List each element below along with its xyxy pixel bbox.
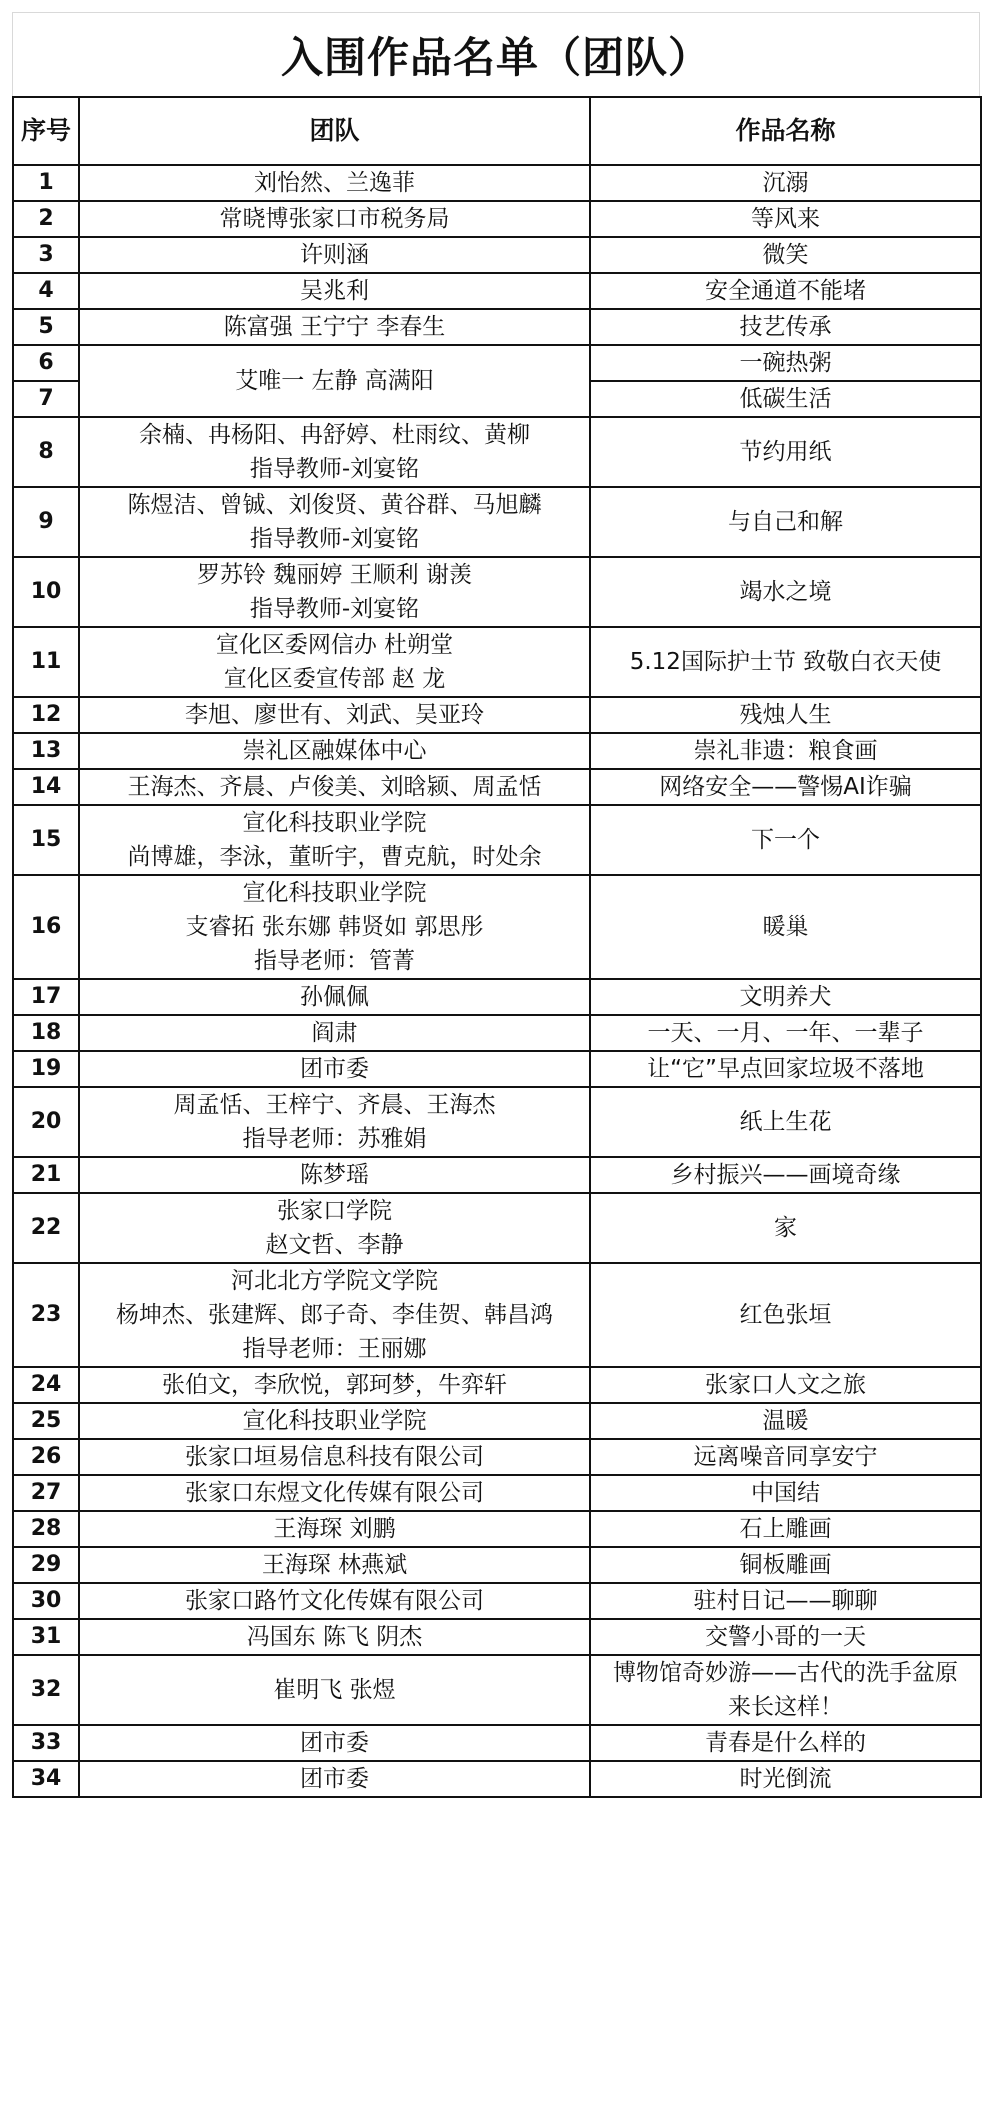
team-cell xyxy=(79,1015,590,1051)
team-cell xyxy=(79,1655,590,1725)
team-member-line: 常晓博张家口市税务局 xyxy=(219,206,450,232)
team-member-line: 艾唯一 左静 高满阳 xyxy=(235,368,434,394)
table-row xyxy=(13,805,981,875)
team-member-line: 陈煜洁、曾铖、刘俊贤、黄谷群、马旭麟 xyxy=(127,492,542,518)
team-member-line: 余楠、冉杨阳、冉舒婷、杜雨纹、黄柳 xyxy=(139,422,530,448)
row-number: 10 xyxy=(13,557,79,627)
work-name: 网络安全——警惕AI诈骗 xyxy=(659,774,912,800)
row-number: 31 xyxy=(13,1619,79,1655)
team-cell xyxy=(79,1367,590,1403)
work-name: 纸上生花 xyxy=(739,1109,832,1135)
team-member-line: 杨坤杰、张建辉、郎子奇、李佳贺、韩昌鸿 xyxy=(116,1302,553,1328)
table-row xyxy=(13,309,981,345)
work-name-cell xyxy=(590,875,981,979)
work-name: 一天、一月、一年、一辈子 xyxy=(647,1020,924,1046)
table-row xyxy=(13,875,981,979)
team-member-line: 阎肃 xyxy=(311,1020,358,1046)
work-name-cell xyxy=(590,557,981,627)
work-name: 文明养犬 xyxy=(739,984,832,1010)
work-name: 让“它”早点回家垃圾不落地 xyxy=(647,1056,924,1082)
work-name: 低碳生活 xyxy=(739,386,832,412)
work-name: 残烛人生 xyxy=(739,702,832,728)
table-row xyxy=(13,1583,981,1619)
team-cell xyxy=(79,1439,590,1475)
work-name: 与自己和解 xyxy=(728,509,843,535)
work-name: 张家口人文之旅 xyxy=(705,1372,866,1398)
team-cell xyxy=(79,1511,590,1547)
work-name-cell xyxy=(590,1015,981,1051)
team-cell xyxy=(79,697,590,733)
team-cell xyxy=(79,769,590,805)
team-cell xyxy=(79,979,590,1015)
team-member-line: 孙佩佩 xyxy=(300,984,369,1010)
work-name-cell xyxy=(590,487,981,557)
work-name-cell xyxy=(590,201,981,237)
team-member-line: 指导教师-刘宴铭 xyxy=(249,526,420,552)
table-row xyxy=(13,1403,981,1439)
table-row xyxy=(13,1087,981,1157)
team-member-line: 冯国东 陈飞 阴杰 xyxy=(246,1624,423,1650)
table-row xyxy=(13,1655,981,1725)
team-member-line: 指导教师-刘宴铭 xyxy=(249,596,420,622)
row-number: 23 xyxy=(13,1263,79,1367)
work-name-cell xyxy=(590,1403,981,1439)
row-number: 27 xyxy=(13,1475,79,1511)
table-row xyxy=(13,1619,981,1655)
team-cell xyxy=(79,309,590,345)
work-name-cell xyxy=(590,1655,981,1725)
team-member-line: 团市委 xyxy=(300,1730,369,1756)
team-cell xyxy=(79,805,590,875)
table-row xyxy=(13,979,981,1015)
row-number: 22 xyxy=(13,1193,79,1263)
work-name: 竭水之境 xyxy=(739,579,832,605)
team-member-line: 指导老师：管菁 xyxy=(254,948,415,974)
work-name: 沉溺 xyxy=(762,170,809,196)
team-member-line: 张家口学院 xyxy=(277,1198,392,1224)
team-cell xyxy=(79,1051,590,1087)
work-name: 5.12国际护士节 致敬白衣天使 xyxy=(629,649,942,675)
team-member-line: 许则涵 xyxy=(300,242,369,268)
work-name-cell xyxy=(590,1051,981,1087)
table-header-row xyxy=(13,97,981,165)
row-number: 18 xyxy=(13,1015,79,1051)
row-number: 15 xyxy=(13,805,79,875)
team-member-line: 张家口垣易信息科技有限公司 xyxy=(185,1444,484,1470)
team-cell xyxy=(79,1475,590,1511)
team-member-line: 宣化科技职业学院 xyxy=(242,810,427,836)
work-name-cell xyxy=(590,697,981,733)
row-number: 28 xyxy=(13,1511,79,1547)
work-name-cell xyxy=(590,345,981,381)
work-name-cell xyxy=(590,165,981,201)
work-name: 技艺传承 xyxy=(739,314,832,340)
work-name: 博物馆奇妙游——古代的洗手盆原 xyxy=(613,1660,958,1686)
team-member-line: 张家口路竹文化传媒有限公司 xyxy=(185,1588,484,1614)
work-name: 红色张垣 xyxy=(739,1302,832,1328)
table-row xyxy=(13,627,981,697)
work-name-cell xyxy=(590,627,981,697)
work-name-cell xyxy=(590,1367,981,1403)
work-name: 下一个 xyxy=(751,827,820,853)
work-name-cell xyxy=(590,1263,981,1367)
team-member-line: 王海琛 刘鹏 xyxy=(273,1516,396,1542)
team-member-line: 团市委 xyxy=(300,1056,369,1082)
team-member-line: 支睿拓 张东娜 韩贤如 郭思彤 xyxy=(185,914,484,940)
team-cell xyxy=(79,1087,590,1157)
team-cell xyxy=(79,1583,590,1619)
team-member-line: 宣化区委宣传部 赵 龙 xyxy=(223,666,446,692)
team-cell xyxy=(79,1263,590,1367)
table-row xyxy=(13,1015,981,1051)
work-name: 微笑 xyxy=(762,242,809,268)
work-name-cell xyxy=(590,1511,981,1547)
team-member-line: 崔明飞 张煜 xyxy=(273,1677,396,1703)
work-name: 崇礼非遗：粮食画 xyxy=(693,738,878,764)
team-member-line: 指导老师：王丽娜 xyxy=(242,1336,427,1362)
row-number: 20 xyxy=(13,1087,79,1157)
row-number: 21 xyxy=(13,1157,79,1193)
team-cell xyxy=(79,1547,590,1583)
work-name: 青春是什么样的 xyxy=(705,1730,866,1756)
team-member-line: 陈富强 王宁宁 李春生 xyxy=(223,314,446,340)
row-number: 9 xyxy=(13,487,79,557)
work-name-cell xyxy=(590,381,981,417)
work-name: 来长这样！ xyxy=(728,1694,843,1720)
table-row xyxy=(13,273,981,309)
team-member-line: 指导老师：苏雅娟 xyxy=(242,1126,427,1152)
table-row xyxy=(13,557,981,627)
team-cell xyxy=(79,1157,590,1193)
team-cell xyxy=(79,627,590,697)
team-member-line: 宣化科技职业学院 xyxy=(242,880,427,906)
team-member-line: 崇礼区融媒体中心 xyxy=(242,738,427,764)
row-number: 3 xyxy=(13,237,79,273)
table-row xyxy=(13,1193,981,1263)
table-row xyxy=(13,769,981,805)
team-member-line: 宣化区委网信办 杜朔堂 xyxy=(215,632,454,658)
row-number: 2 xyxy=(13,201,79,237)
team-member-line: 张伯文，李欣悦，郭珂梦，牛弈轩 xyxy=(162,1372,507,1398)
work-name-cell xyxy=(590,1619,981,1655)
row-number: 7 xyxy=(13,381,79,417)
row-number: 1 xyxy=(13,165,79,201)
table-row xyxy=(13,1367,981,1403)
table-row xyxy=(13,1511,981,1547)
work-name-cell xyxy=(590,979,981,1015)
team-cell xyxy=(79,237,590,273)
table-row xyxy=(13,237,981,273)
row-number: 8 xyxy=(13,417,79,487)
work-name-cell xyxy=(590,273,981,309)
work-name: 安全通道不能堵 xyxy=(705,278,866,304)
work-name: 驻村日记——聊聊 xyxy=(693,1588,878,1614)
row-number: 4 xyxy=(13,273,79,309)
table-row xyxy=(13,1475,981,1511)
work-name: 家 xyxy=(774,1215,797,1241)
team-member-line: 罗苏铃 魏丽婷 王顺利 谢羡 xyxy=(197,562,472,588)
team-cell xyxy=(79,1725,590,1761)
table-row xyxy=(13,1439,981,1475)
row-number: 14 xyxy=(13,769,79,805)
work-name: 暖巢 xyxy=(762,914,809,940)
team-member-line: 周孟恬、王梓宁、齐晨、王海杰 xyxy=(173,1092,496,1118)
work-name: 等风来 xyxy=(751,206,820,232)
work-name: 时光倒流 xyxy=(739,1766,832,1792)
team-member-line: 李旭、廖世有、刘武、吴亚玲 xyxy=(185,702,484,728)
table-row xyxy=(13,417,981,487)
team-member-line: 指导教师-刘宴铭 xyxy=(249,456,420,482)
table-row xyxy=(13,1051,981,1087)
work-name: 中国结 xyxy=(751,1480,820,1506)
work-name: 一碗热粥 xyxy=(739,350,832,376)
team-member-line: 王海杰、齐晨、卢俊美、刘晗颍、周孟恬 xyxy=(127,774,542,800)
row-number: 19 xyxy=(13,1051,79,1087)
row-number: 16 xyxy=(13,875,79,979)
work-name-cell xyxy=(590,805,981,875)
work-name-cell xyxy=(590,1193,981,1263)
team-member-line: 王海琛 林燕斌 xyxy=(261,1552,408,1578)
row-number: 13 xyxy=(13,733,79,769)
row-number: 12 xyxy=(13,697,79,733)
work-name-cell xyxy=(590,309,981,345)
team-cell xyxy=(79,417,590,487)
team-cell xyxy=(79,1193,590,1263)
row-number: 26 xyxy=(13,1439,79,1475)
work-name-cell xyxy=(590,1583,981,1619)
row-number: 11 xyxy=(13,627,79,697)
work-name-cell xyxy=(590,1439,981,1475)
row-number: 24 xyxy=(13,1367,79,1403)
row-number: 30 xyxy=(13,1583,79,1619)
work-name: 交警小哥的一天 xyxy=(705,1624,866,1650)
work-name-cell xyxy=(590,733,981,769)
work-name-cell xyxy=(590,1725,981,1761)
team-cell xyxy=(79,1403,590,1439)
header-no: 序号 xyxy=(13,97,79,165)
team-member-line: 团市委 xyxy=(300,1766,369,1792)
table-row xyxy=(13,487,981,557)
table-row xyxy=(13,165,981,201)
work-name: 温暖 xyxy=(762,1408,809,1434)
table-row xyxy=(13,697,981,733)
page-title: 入围作品名单（团队） xyxy=(12,12,980,96)
work-name: 铜板雕画 xyxy=(739,1552,832,1578)
work-name-cell xyxy=(590,417,981,487)
table-body xyxy=(13,165,981,1797)
work-name: 石上雕画 xyxy=(739,1516,832,1542)
row-number: 17 xyxy=(13,979,79,1015)
work-name-cell xyxy=(590,1547,981,1583)
team-member-line: 陈梦瑶 xyxy=(300,1162,369,1188)
table-row xyxy=(13,1761,981,1797)
table-row xyxy=(13,201,981,237)
team-cell xyxy=(79,557,590,627)
row-number: 29 xyxy=(13,1547,79,1583)
work-name: 乡村振兴——画境奇缘 xyxy=(670,1162,901,1188)
row-number: 6 xyxy=(13,345,79,381)
table-row xyxy=(13,733,981,769)
team-cell xyxy=(79,1619,590,1655)
work-name-cell xyxy=(590,1475,981,1511)
table-row xyxy=(13,1725,981,1761)
table-row xyxy=(13,1547,981,1583)
team-member-line: 张家口东煜文化传媒有限公司 xyxy=(185,1480,484,1506)
team-member-line: 河北北方学院文学院 xyxy=(231,1268,438,1294)
team-cell xyxy=(79,733,590,769)
work-name-cell xyxy=(590,1157,981,1193)
work-name: 远离噪音同享安宁 xyxy=(693,1444,878,1470)
work-name-cell xyxy=(590,769,981,805)
table-row xyxy=(13,345,981,381)
team-member-line: 吴兆利 xyxy=(300,278,369,304)
header-work: 作品名称 xyxy=(590,97,981,165)
header-team: 团队 xyxy=(79,97,590,165)
table-row xyxy=(13,1263,981,1367)
team-cell xyxy=(79,1761,590,1797)
finalist-table xyxy=(12,96,982,1798)
team-cell xyxy=(79,487,590,557)
work-name-cell xyxy=(590,1761,981,1797)
team-cell xyxy=(79,165,590,201)
row-number: 32 xyxy=(13,1655,79,1725)
team-member-line: 宣化科技职业学院 xyxy=(242,1408,427,1434)
team-member-line: 尚博雄，李泳，董昕宇，曹克航，时处余 xyxy=(127,844,542,870)
work-name-cell xyxy=(590,1087,981,1157)
row-number: 25 xyxy=(13,1403,79,1439)
table-row xyxy=(13,1157,981,1193)
row-number: 5 xyxy=(13,309,79,345)
work-name: 节约用纸 xyxy=(739,439,832,465)
work-name-cell xyxy=(590,237,981,273)
team-cell xyxy=(79,201,590,237)
team-cell xyxy=(79,273,590,309)
team-member-line: 刘怡然、兰逸菲 xyxy=(254,170,415,196)
row-number: 33 xyxy=(13,1725,79,1761)
team-cell xyxy=(79,345,590,417)
row-number: 34 xyxy=(13,1761,79,1797)
team-member-line: 赵文哲、李静 xyxy=(265,1232,404,1258)
team-cell xyxy=(79,875,590,979)
